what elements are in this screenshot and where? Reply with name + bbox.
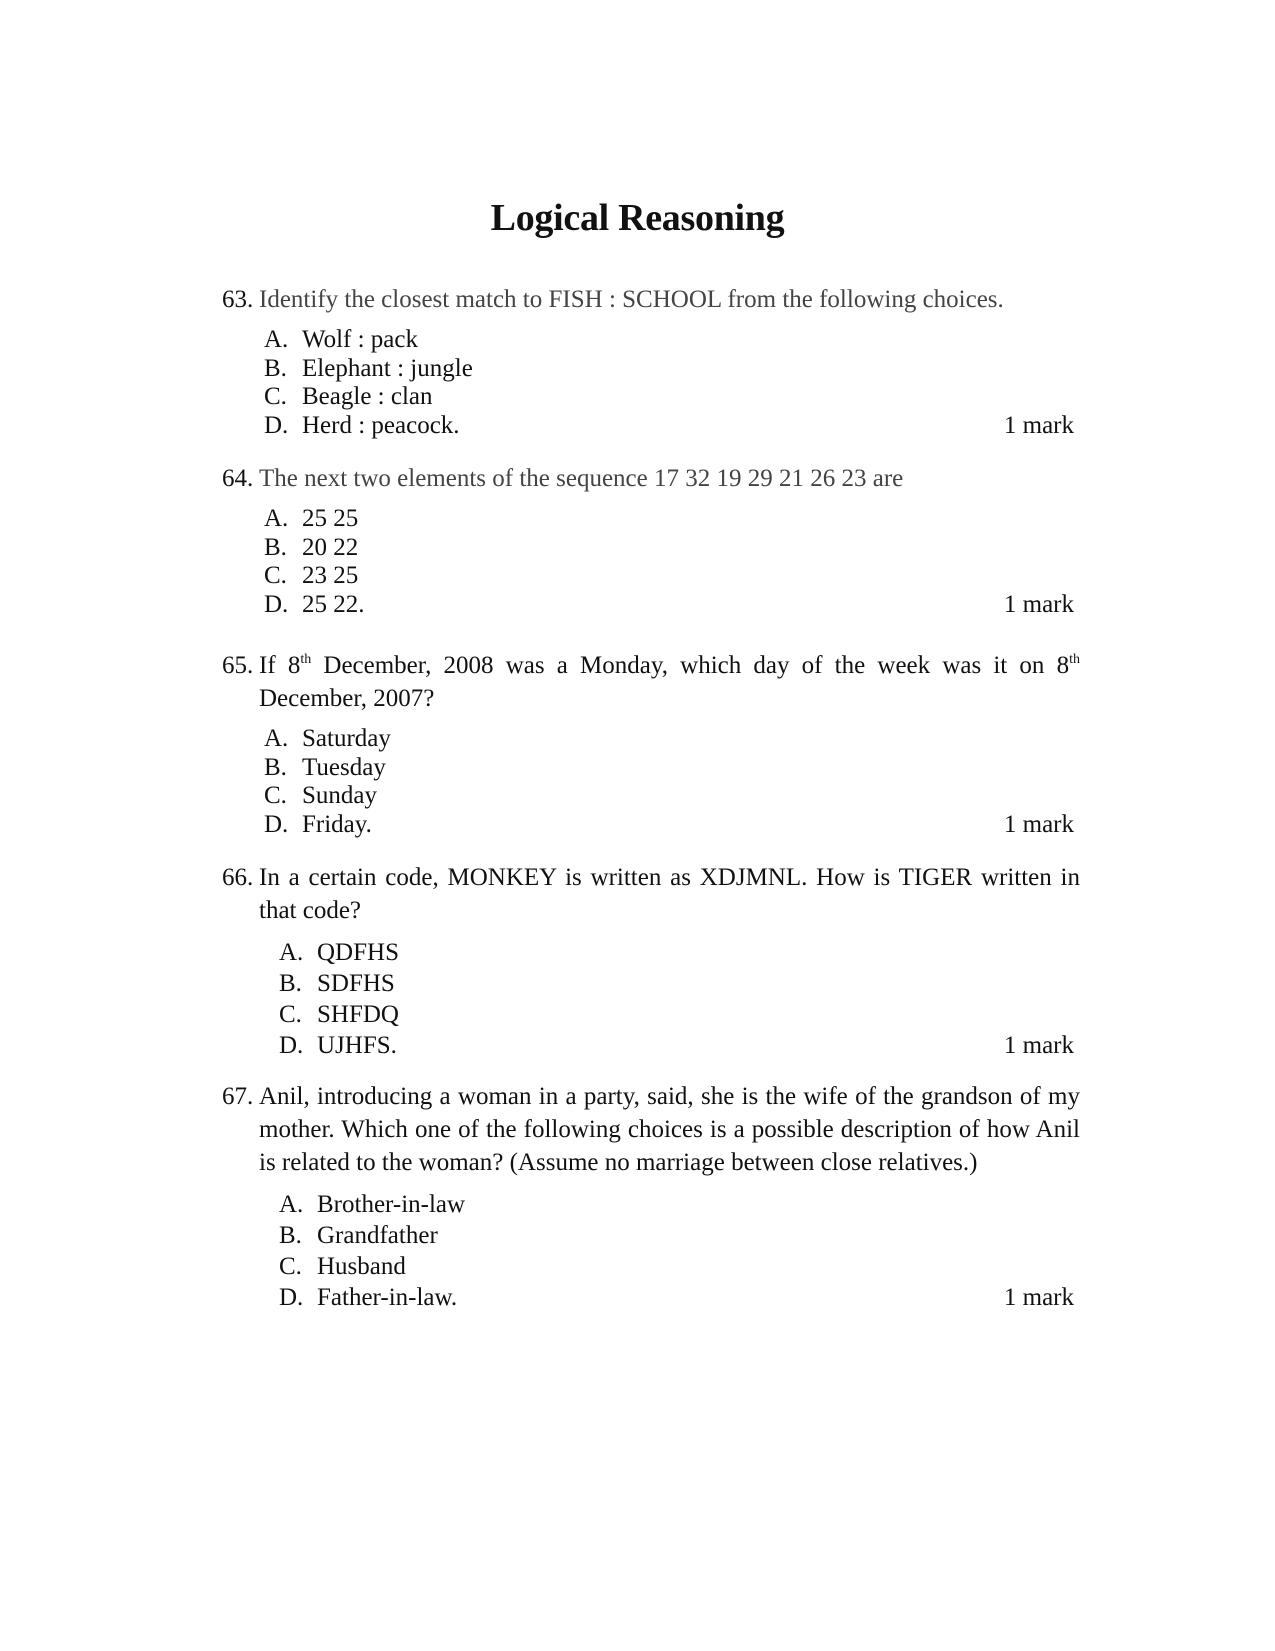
option-text: Elephant : jungle <box>302 354 473 382</box>
question-text-part: December, 2007? <box>259 685 435 712</box>
option-text: Saturday <box>302 725 391 752</box>
option-a <box>222 1189 1080 1220</box>
options-list <box>222 505 1080 619</box>
option-a <box>222 725 1080 754</box>
option-text: 23 25 <box>302 562 359 589</box>
superscript: th <box>1069 652 1080 667</box>
marks-label: 1 mark <box>1003 411 1074 439</box>
option-label: C. <box>279 1001 302 1028</box>
option-text: Tuesday <box>302 753 386 781</box>
option-text: Friday. <box>302 810 372 838</box>
option-label: C. <box>279 1253 302 1280</box>
option-text: Father-in-law. <box>317 1284 458 1311</box>
question-67 <box>222 1080 1080 1313</box>
option-a <box>222 326 1080 355</box>
option-c <box>222 999 1080 1030</box>
question-number: 64. <box>222 465 254 492</box>
option-b <box>222 968 1080 999</box>
option-text: 25 22. <box>302 590 365 618</box>
option-label: D. <box>264 810 289 838</box>
question-text-part: December, 2008 was a Monday, which day of the week was it on 8 <box>311 652 1070 679</box>
option-label: C. <box>264 562 287 589</box>
options-list <box>222 326 1080 440</box>
marks-label: 1 mark <box>1003 810 1074 838</box>
option-text: UJHFS. <box>317 1032 397 1059</box>
marks-label: 1 mark <box>1003 1284 1074 1311</box>
marks-label: 1 mark <box>1003 590 1074 618</box>
option-text: SDFHS <box>317 970 395 997</box>
option-label: D. <box>264 590 289 618</box>
option-c <box>222 383 1080 412</box>
option-b <box>222 1220 1080 1251</box>
options-list <box>222 1189 1080 1313</box>
question-65 <box>222 649 1080 839</box>
options-list <box>222 725 1080 839</box>
option-label: D. <box>279 1032 304 1059</box>
question-text: In a certain code, MONKEY is written as XDJMNL. How is TIGER written in that code? <box>259 864 1080 924</box>
option-text: Wolf : pack <box>302 326 419 353</box>
option-label: D. <box>264 411 289 439</box>
option-label: A. <box>264 725 289 752</box>
question-64 <box>222 462 1080 619</box>
option-label: B. <box>264 533 287 561</box>
question-63 <box>222 283 1080 440</box>
marks-label: 1 mark <box>1003 1032 1074 1059</box>
question-number: 67. <box>222 1083 254 1110</box>
option-c <box>222 1251 1080 1282</box>
option-text: Herd : peacock. <box>302 411 460 439</box>
option-label: A. <box>279 939 304 966</box>
option-label: A. <box>279 1191 304 1218</box>
question-number: 63. <box>222 286 254 313</box>
option-text: 25 25 <box>302 505 359 532</box>
option-text: QDFHS <box>317 939 399 966</box>
option-d <box>222 1282 1080 1313</box>
option-label: B. <box>264 354 287 382</box>
option-text: Beagle : clan <box>302 383 433 410</box>
question-text-part: If 8 <box>259 652 301 679</box>
option-text: Grandfather <box>317 1222 438 1249</box>
superscript: th <box>300 652 312 667</box>
option-label: D. <box>279 1284 304 1311</box>
question-text: Anil, introducing a woman in a party, said, she is the wife of the grandson of my mother. Which one of the following choices is a possible description of how Anil is related to the woman? (Assume no marriage between close relatives.) <box>259 1083 1080 1176</box>
question-text: Identify the closest match to FISH : SCHOOL from the following choices. <box>259 286 1004 313</box>
option-b <box>222 534 1080 563</box>
option-d <box>222 591 1080 620</box>
option-label: B. <box>264 753 287 781</box>
option-text: Brother-in-law <box>317 1191 466 1218</box>
option-a <box>222 937 1080 968</box>
option-label: B. <box>279 1222 302 1249</box>
option-label: C. <box>264 782 287 809</box>
option-b <box>222 355 1080 384</box>
question-number: 66. <box>222 864 254 891</box>
option-a <box>222 505 1080 534</box>
question-text <box>259 649 1080 715</box>
question-66 <box>222 861 1080 1061</box>
option-text: Sunday <box>302 782 377 809</box>
option-d <box>222 412 1080 441</box>
option-b <box>222 754 1080 783</box>
option-text: 20 22 <box>302 533 359 561</box>
question-number: 65. <box>222 652 254 679</box>
option-label: C. <box>264 383 287 410</box>
option-d <box>222 1030 1080 1061</box>
question-text: The next two elements of the sequence 17 32 19 29 21 26 23 are <box>259 465 904 492</box>
option-c <box>222 782 1080 811</box>
option-d <box>222 811 1080 840</box>
option-text: Husband <box>317 1253 406 1280</box>
option-text: SHFDQ <box>317 1001 399 1028</box>
page-title: Logical Reasoning <box>490 197 785 239</box>
option-label: A. <box>264 326 289 353</box>
option-label: B. <box>279 970 302 997</box>
option-c <box>222 562 1080 591</box>
option-label: A. <box>264 505 289 532</box>
options-list <box>222 937 1080 1061</box>
